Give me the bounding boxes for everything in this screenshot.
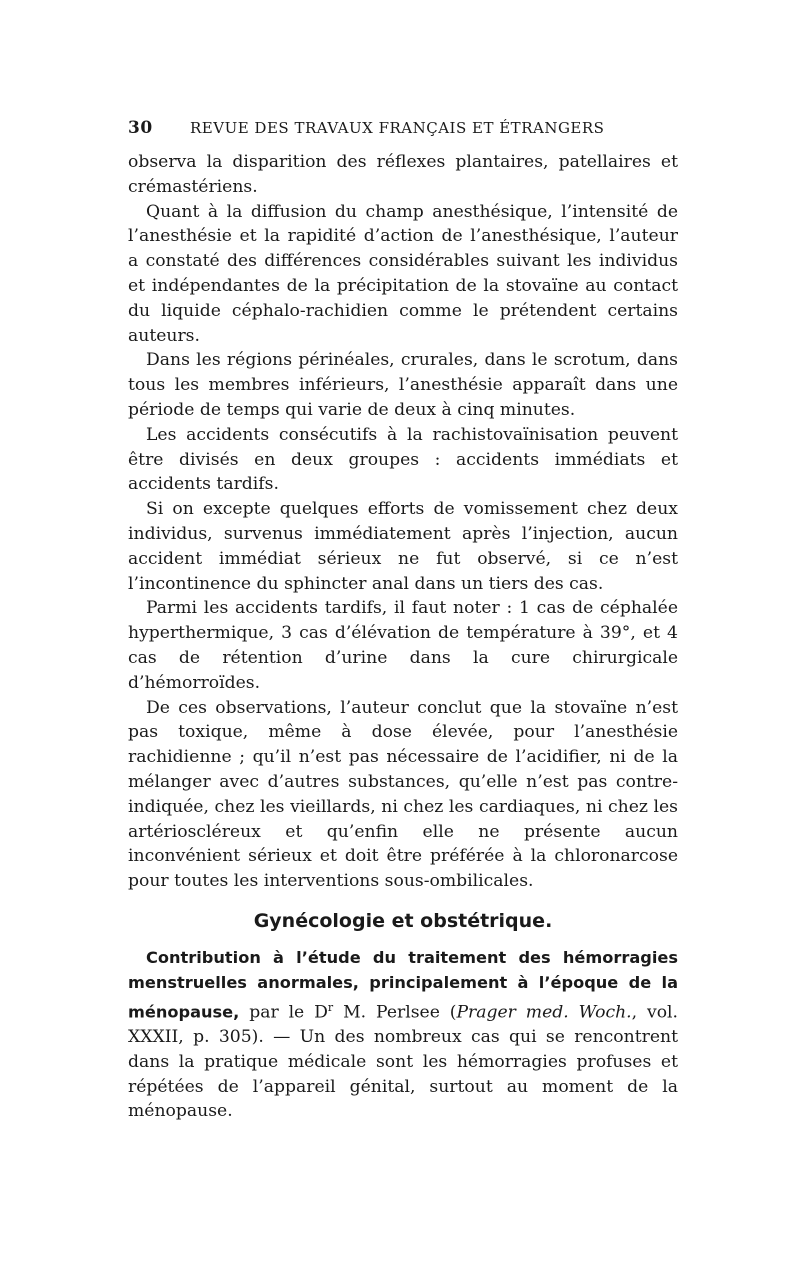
paragraph: Si on excepte quelques efforts de vomissement chez deux individus, survenus immédiatement après l’injection, aucun accident immédiat sérieux ne fut observé, si ce n’est l’incontinence du sphincter anal dans un tiers des cas. [128, 499, 678, 594]
page-number: 30 [128, 118, 153, 138]
page-header [128, 118, 678, 138]
author-name: M. Perlsee ( [333, 1002, 457, 1023]
author-title-sup: r [327, 1000, 334, 1014]
paragraph: Parmi les accidents tardifs, il faut noter : 1 cas de céphalée hyperthermique, 3 cas d’élévation de température à 39°, et 4 cas de rétention d’urine dans la cure chirurgicale d’hémorroïdes. [128, 598, 678, 693]
journal-name: Prager med. Woch. [456, 1002, 632, 1023]
document-page [128, 118, 678, 1124]
paragraph: observa la disparition des réflexes plantaires, patellaires et crémastériens. [128, 152, 678, 197]
running-title: REVUE DES TRAVAUX FRANÇAIS ET ÉTRANGERS [190, 119, 605, 137]
paragraph: Quant à la diffusion du champ anesthésique, l’intensité de l’anesthésie et la rapidité d’action de l’anesthésique, l’auteur a constaté des différences considérables suivant les individus et indépendantes de la précipitation de la stovaïne au contact du liquide céphalo-rachidien comme le prétendent certains auteurs. [128, 201, 678, 346]
article-entry [128, 946, 678, 1124]
article-paragraph [128, 946, 678, 1124]
section-title: Gynécologie et obstétrique. [253, 909, 553, 932]
citation: , vol. XXXII, p. 305). [128, 1002, 679, 1048]
article-body: — Un des nombreux cas qui se rencontrent dans la pratique médicale sont les hémorragies profuses et répétées de l’appareil génital, surtout au moment de la ménopause. [128, 1027, 678, 1122]
author-prefix: par le D [249, 1002, 328, 1023]
paragraph: Les accidents consécutifs à la rachistovaïnisation peuvent être divisés en deux groupes : accidents immédiats et accidents tardifs. [128, 424, 678, 495]
paragraph: Dans les régions périnéales, crurales, dans le scrotum, dans tous les membres inférieurs, l’anesthésie apparaît dans une période de temps qui varie de deux à cinq minutes. [128, 350, 678, 420]
paragraph: De ces observations, l’auteur conclut que la stovaïne n’est pas toxique, même à dose élevée, pour l’anesthésie rachidienne ; qu’il n’est pas nécessaire de l’acidifier, ni de la mélanger avec d’autres substances, qu’elle n’est pas contre-indiquée, chez les vieillards, ni chez les cardiaques, ni chez les artérioscléreux et qu’enfin elle ne présente aucun inconvénient sérieux et doit être préférée à la chloronarcose pour toutes les interventions sous-ombilicales. [128, 697, 678, 892]
article-title: Contribution à l’étude du traitement des hémorragies menstruelles anormales, principalement à l’époque de la ménopause, [128, 947, 678, 1022]
text-body [128, 150, 678, 894]
